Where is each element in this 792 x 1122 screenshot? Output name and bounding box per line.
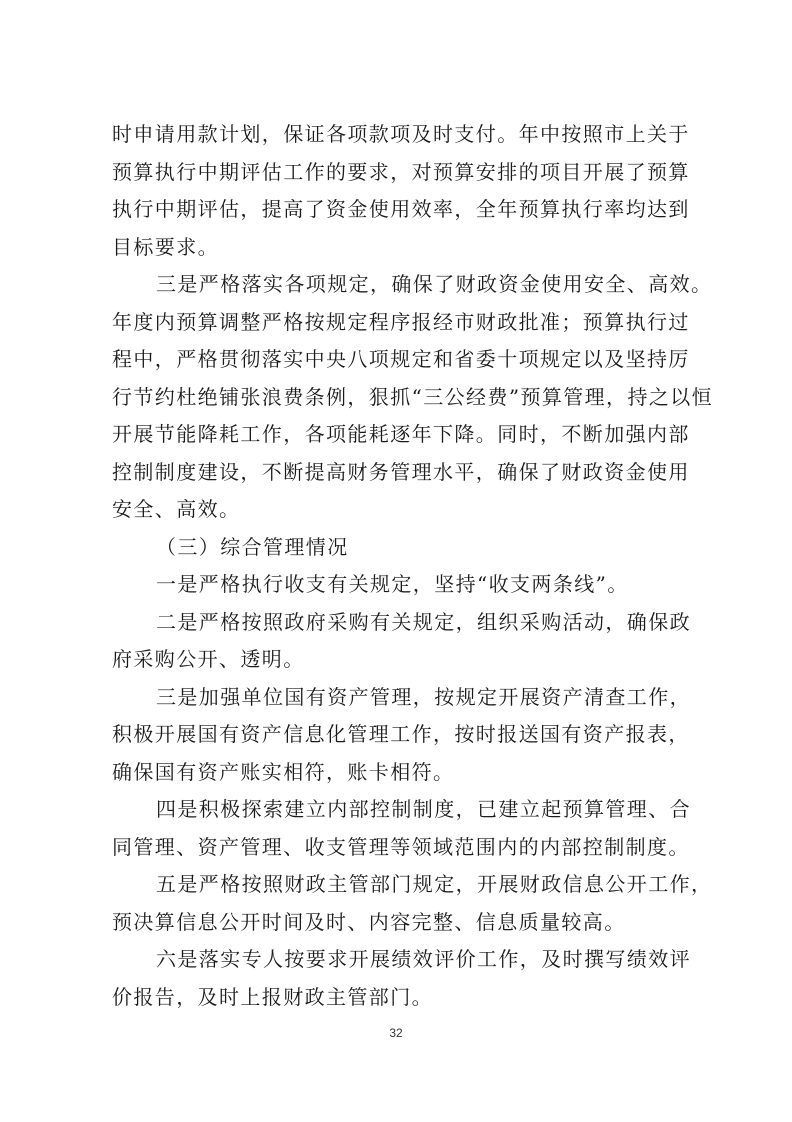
text-line: 三是严格落实各项规定，确保了财政资金使用安全、高效。 xyxy=(156,272,713,296)
text-line: 开展节能降耗工作，各项能耗逐年下降。同时，不断加强内部 xyxy=(112,422,690,446)
text-line: 执行中期评估，提高了资金使用效率，全年预算执行率均达到 xyxy=(112,197,690,221)
text-line: 六是落实专人按要求开展绩效评价工作，及时撰写绩效评 xyxy=(156,947,691,971)
text-line: 预算执行中期评估工作的要求，对预算安排的项目开展了预算 xyxy=(112,159,690,184)
section-heading xyxy=(112,529,702,567)
text-line: 四是积极探索建立内部控制制度，已建立起预算管理、合 xyxy=(156,797,691,821)
text-line: 府采购公开、透明。 xyxy=(112,647,305,671)
paragraph-item-6 xyxy=(112,941,702,1016)
text-line: 一是严格执行收支有关规定，坚持“收支两条线”。 xyxy=(156,572,629,596)
text-line: 二是严格按照政府采购有关规定，组织采购活动，确保政 xyxy=(156,609,691,634)
text-line: 五是严格按照财政主管部门规定，开展财政信息公开工作， xyxy=(156,872,713,896)
text-line: 同管理、资产管理、收支管理等领域范围内的内部控制制度。 xyxy=(112,834,690,859)
document-body xyxy=(112,116,714,1016)
heading-text: （三）综合管理情况 xyxy=(156,534,349,559)
text-line: 年度内预算调整严格按规定程序报经市财政批准；预算执行过 xyxy=(112,309,690,334)
text-line: 控制制度建设，不断提高财务管理水平，确保了财政资金使用 xyxy=(112,459,690,484)
text-line: 价报告，及时上报财政主管部门。 xyxy=(112,984,433,1009)
paragraph-item-3 xyxy=(112,679,702,792)
text-line: 积极开展国有资产信息化管理工作，按时报送国有资产报表， xyxy=(112,722,690,746)
text-line: 三是加强单位国有资产管理，按规定开展资产清查工作， xyxy=(156,684,691,709)
page-number: 32 xyxy=(389,1026,403,1040)
paragraph-regulations xyxy=(112,266,714,529)
text-line: 安全、高效。 xyxy=(112,497,241,521)
text-line: 目标要求。 xyxy=(112,234,219,259)
paragraph-item-1 xyxy=(112,566,702,604)
paragraph-item-5 xyxy=(112,866,713,941)
paragraph-item-2 xyxy=(112,604,702,679)
text-line: 预决算信息公开时间及时、内容完整、信息质量较高。 xyxy=(112,909,626,934)
text-line: 确保国有资产账实相符，账卡相符。 xyxy=(112,759,455,784)
text-line: 时申请用款计划，保证各项款项及时支付。年中按照市上关于 xyxy=(112,122,690,146)
paragraph-item-4 xyxy=(112,791,702,866)
text-line: 行节约杜绝铺张浪费条例，狠抓“三公经费”预算管理，持之以恒 xyxy=(112,384,714,409)
paragraph-budget-execution xyxy=(112,116,702,266)
text-line: 程中，严格贯彻落实中央八项规定和省委十项规定以及坚持厉 xyxy=(112,347,690,371)
